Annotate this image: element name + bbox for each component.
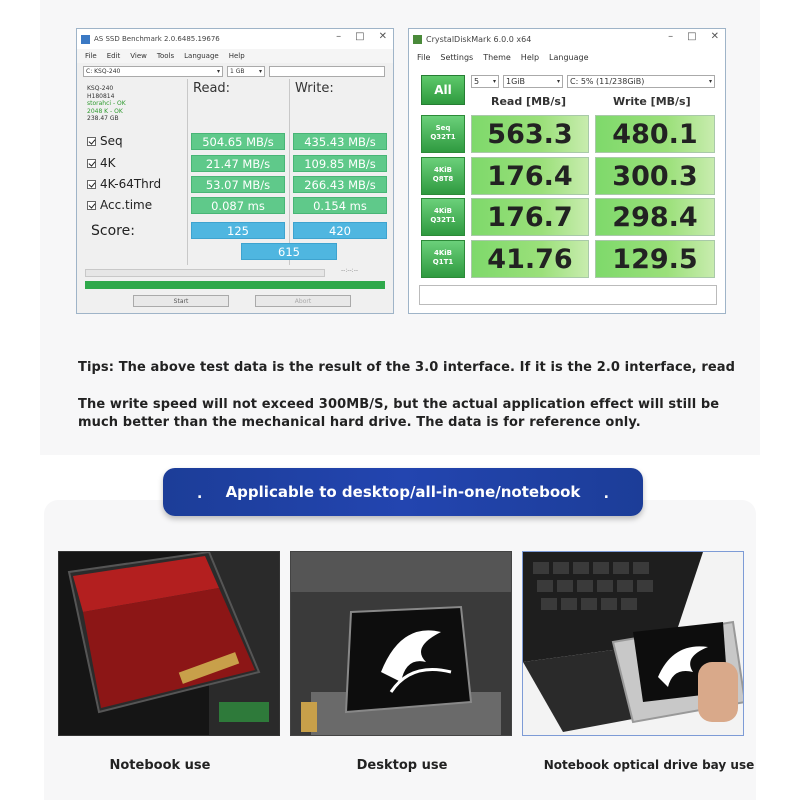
write-header: Write:	[295, 81, 334, 96]
seq-read-value: 504.65 MB/s	[191, 133, 285, 150]
cdm-titlebar	[409, 29, 725, 49]
menu-theme[interactable]: Theme	[483, 52, 511, 62]
drive-select[interactable]	[83, 66, 223, 77]
cdm-title: CrystalDiskMark 6.0.0 x64	[426, 34, 532, 44]
maximize-icon[interactable]: □	[355, 31, 365, 42]
ssd-in-optical-bay-illustration	[523, 552, 744, 736]
menu-view[interactable]: View	[130, 52, 147, 60]
menu-language[interactable]: Language	[549, 52, 589, 62]
as-ssd-menubar	[77, 49, 393, 63]
app-icon	[81, 35, 90, 44]
as-ssd-title: AS SSD Benchmark 2.0.6485.19676	[94, 35, 220, 43]
seq-read-value: 563.3	[471, 115, 589, 153]
divider	[187, 79, 188, 265]
count-select-value: 5	[474, 77, 480, 86]
drive-info	[87, 85, 187, 123]
test-label-line2: Q32T1	[430, 216, 456, 224]
caption-optical-bay: Notebook optical drive bay use	[543, 758, 755, 772]
driver-status: storahci - OK	[87, 100, 126, 107]
write-header: Write [MB/s]	[613, 95, 691, 108]
count-select[interactable]	[471, 75, 499, 88]
chevron-down-icon: ▾	[492, 78, 496, 85]
4k-read-value: 21.47 MB/s	[191, 155, 285, 172]
minimize-icon[interactable]: –	[668, 31, 674, 42]
test-label-line1: Seq	[435, 124, 451, 132]
menu-help[interactable]: Help	[520, 52, 540, 62]
start-button[interactable]: Start	[133, 295, 229, 307]
progress-bar-full	[85, 281, 385, 289]
score-write: 420	[293, 222, 387, 239]
seq-write-value: 435.43 MB/s	[293, 133, 387, 150]
test-4k-q8t8-button[interactable]	[421, 157, 465, 195]
divider	[289, 79, 290, 265]
ssd-in-laptop-illustration	[59, 552, 280, 736]
acc-read-value: 0.087 ms	[191, 197, 285, 214]
test-4k-q1t1-button[interactable]	[421, 240, 465, 278]
size-select[interactable]	[503, 75, 563, 88]
desktop-use-photo	[290, 551, 512, 736]
row-acc[interactable]	[87, 198, 152, 212]
abort-button[interactable]: Abort	[255, 295, 351, 307]
ssd-in-desktop-illustration	[291, 552, 512, 736]
4k64-write-value: 266.43 MB/s	[293, 176, 387, 193]
tip-line-2: The write speed will not exceed 300MB/S, but the actual application effect will still be much better than the mechanical hard drive. The data is for reference only.	[78, 397, 720, 430]
close-icon[interactable]: ✕	[710, 31, 719, 42]
as-ssd-titlebar	[77, 29, 393, 49]
crystaldiskmark-window	[408, 28, 726, 314]
score-read: 125	[191, 222, 285, 239]
applicable-banner	[163, 468, 643, 516]
test-label-line2: Q8T8	[432, 175, 454, 183]
optical-bay-use-photo	[522, 551, 744, 736]
size-select-value: 1GiB	[506, 77, 525, 86]
test-label-line1: 4KiB	[433, 207, 453, 215]
row-seq[interactable]	[87, 134, 123, 148]
size-select[interactable]	[227, 66, 265, 77]
chevron-down-icon: ▾	[216, 67, 220, 75]
maximize-icon[interactable]: □	[687, 31, 697, 42]
row-4k-label: 4K	[100, 156, 116, 170]
drive-select-value: C: 5% (11/238GiB)	[570, 77, 645, 86]
cdm-menubar	[409, 49, 725, 65]
bullet-dot-left: .	[197, 486, 203, 502]
menu-settings[interactable]: Settings	[440, 52, 474, 62]
4k-q8t8-write-value: 300.3	[595, 157, 715, 195]
chevron-down-icon: ▾	[708, 78, 712, 85]
alignment-status: 2048 K - OK	[87, 107, 123, 115]
row-4k64-label: 4K-64Thrd	[100, 177, 162, 191]
row-4k[interactable]	[87, 156, 116, 170]
menu-tools[interactable]: Tools	[156, 52, 175, 60]
test-seq-button[interactable]	[421, 115, 465, 153]
close-icon[interactable]: ✕	[378, 31, 387, 42]
blank-field[interactable]	[269, 66, 385, 77]
minimize-icon[interactable]: –	[336, 31, 342, 42]
drive-select-value: C: KSQ-240	[86, 67, 121, 75]
test-label-line1: 4KiB	[433, 249, 453, 257]
size-select-value: 1 GB	[230, 67, 245, 75]
timer: --:--:--	[341, 267, 359, 274]
app-icon	[413, 35, 422, 44]
all-button[interactable]: All	[421, 75, 465, 105]
comment-field[interactable]	[419, 285, 717, 305]
caption-notebook: Notebook use	[109, 758, 211, 773]
checkbox-4k[interactable]	[87, 159, 96, 168]
menu-file[interactable]: File	[85, 52, 97, 60]
read-header: Read:	[193, 81, 231, 96]
test-label-line2: Q1T1	[432, 258, 454, 266]
test-label-line2: Q32T1	[430, 133, 456, 141]
checkbox-4k64[interactable]	[87, 180, 96, 189]
seq-write-value: 480.1	[595, 115, 715, 153]
progress-bar-empty	[85, 269, 325, 277]
chevron-down-icon: ▾	[556, 78, 560, 85]
4k-q32t1-read-value: 176.7	[471, 198, 589, 236]
menu-edit[interactable]: Edit	[106, 52, 121, 60]
test-label-line1: 4KiB	[433, 166, 453, 174]
test-4k-q32t1-button[interactable]	[421, 198, 465, 236]
drive-firmware: H180814	[87, 92, 115, 100]
tip-line-1: Tips: The above test data is the result of the 3.0 interface. If it is the 2.0 interface, read	[78, 360, 736, 375]
acc-write-value: 0.154 ms	[293, 197, 387, 214]
4k-q32t1-write-value: 298.4	[595, 198, 715, 236]
4k-q8t8-read-value: 176.4	[471, 157, 589, 195]
drive-model: KSQ-240	[87, 85, 114, 92]
row-seq-label: Seq	[100, 134, 123, 148]
read-header: Read [MB/s]	[491, 95, 567, 108]
4k-write-value: 109.85 MB/s	[293, 155, 387, 172]
drive-capacity: 238.47 GB	[87, 115, 119, 122]
4k-q1t1-write-value: 129.5	[595, 240, 715, 278]
chevron-down-icon: ▾	[258, 67, 262, 75]
row-4k64[interactable]	[87, 177, 161, 191]
score-label: Score:	[91, 223, 135, 239]
4k64-read-value: 53.07 MB/s	[191, 176, 285, 193]
menu-help[interactable]: Help	[228, 52, 245, 60]
4k-q1t1-read-value: 41.76	[471, 240, 589, 278]
row-acc-label: Acc.time	[100, 198, 153, 212]
bullet-dot-right: .	[603, 486, 609, 502]
menu-file[interactable]: File	[417, 52, 431, 62]
score-total: 615	[241, 243, 337, 260]
notebook-use-photo	[58, 551, 280, 736]
as-ssd-window	[76, 28, 394, 314]
drive-select[interactable]	[567, 75, 715, 88]
checkbox-acc[interactable]	[87, 201, 96, 210]
caption-desktop: Desktop use	[356, 758, 448, 773]
banner-text: Applicable to desktop/all-in-one/notebook	[225, 483, 581, 501]
menu-language[interactable]: Language	[184, 52, 219, 60]
checkbox-seq[interactable]	[87, 137, 96, 146]
